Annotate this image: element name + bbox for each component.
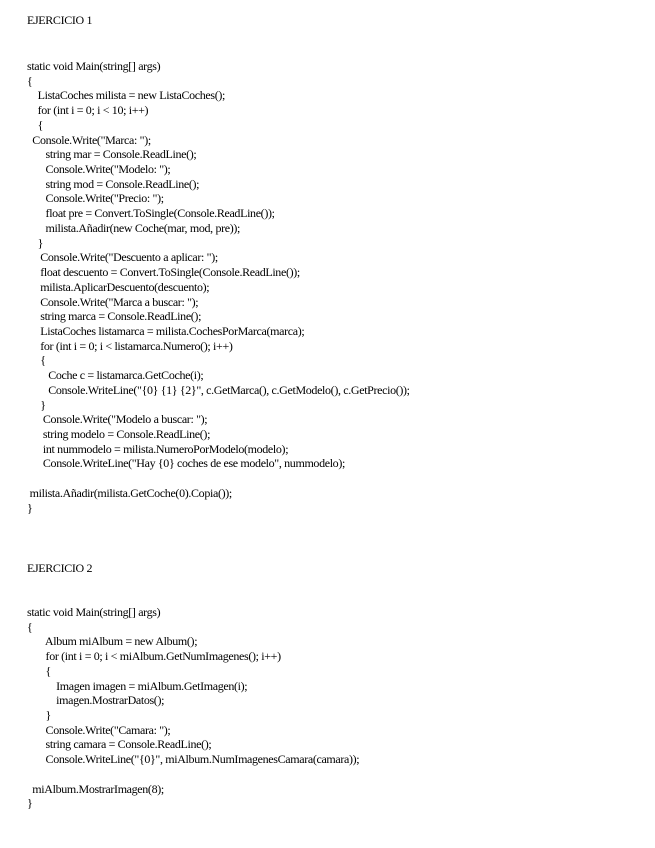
code-line: int nummodelo = milista.NumeroPorModelo(modelo); xyxy=(27,441,289,456)
code-line: Console.Write("Precio: "); xyxy=(27,191,164,206)
code-line: for (int i = 0; i < listamarca.Numero(); i++) xyxy=(27,338,233,353)
code-line: for (int i = 0; i < 10; i++) xyxy=(27,103,149,118)
code-line: imagen.MostrarDatos(); xyxy=(27,693,165,708)
code-line: Coche c = listamarca.GetCoche(i); xyxy=(27,368,204,383)
code-line: miAlbum.MostrarImagen(8); xyxy=(27,781,164,796)
code-line xyxy=(27,471,410,486)
code-line: string modelo = Console.ReadLine(); xyxy=(27,426,211,441)
code-line: Console.WriteLine("Hay {0} coches de ese modelo", nummodelo); xyxy=(27,456,345,471)
code-line: Console.Write("Modelo: "); xyxy=(27,162,171,177)
code-line: Imagen imagen = miAlbum.GetImagen(i); xyxy=(27,678,248,693)
code-line: Console.WriteLine("{0}", miAlbum.NumImagenesCamara(camara)); xyxy=(27,752,360,767)
code-line: static void Main(string[] args) xyxy=(27,59,161,73)
code-line: static void Main(string[] args) xyxy=(27,605,161,619)
code-line: Console.Write("Marca: "); xyxy=(27,132,151,147)
code-line: string camara = Console.ReadLine(); xyxy=(27,737,212,752)
code-line: { xyxy=(27,353,46,368)
code-line: Console.Write("Camara: "); xyxy=(27,722,171,737)
code-line: Console.Write("Marca a buscar: "); xyxy=(27,294,199,309)
code-line: Console.Write("Modelo a buscar: "); xyxy=(27,412,208,427)
code-line: string mar = Console.ReadLine(); xyxy=(27,147,197,162)
code-line: for (int i = 0; i < miAlbum.GetNumImagenes(); i++) xyxy=(27,649,281,664)
code-line: string marca = Console.ReadLine(); xyxy=(27,309,202,324)
exercise-2-code-block xyxy=(27,605,359,811)
code-line: { xyxy=(27,117,44,132)
code-line: milista.Añadir(new Coche(mar, mod, pre)); xyxy=(27,220,240,235)
code-line: float pre = Convert.ToSingle(Console.ReadLine()); xyxy=(27,206,275,221)
exercise-2-heading: EJERCICIO 2 xyxy=(27,561,93,575)
code-line: } xyxy=(27,500,33,515)
code-line: } xyxy=(27,397,46,412)
code-line: float descuento = Convert.ToSingle(Console.ReadLine()); xyxy=(27,265,300,280)
code-line: string mod = Console.ReadLine(); xyxy=(27,176,200,191)
code-line xyxy=(27,767,359,782)
code-line: Album miAlbum = new Album(); xyxy=(27,634,198,649)
code-line: ListaCoches listamarca = milista.CochesPorMarca(marca); xyxy=(27,323,305,338)
code-line: Console.Write("Descuento a aplicar: "); xyxy=(27,250,218,265)
exercise-1-code-block xyxy=(27,59,410,515)
exercise-1-heading: EJERCICIO 1 xyxy=(27,13,93,27)
code-line: } xyxy=(27,708,51,723)
code-line: } xyxy=(27,235,44,250)
code-line: { xyxy=(27,663,51,678)
code-line: { xyxy=(27,73,33,88)
code-line: milista.AplicarDescuento(descuento); xyxy=(27,279,210,294)
code-line: { xyxy=(27,619,33,634)
code-line: Console.WriteLine("{0} {1} {2}", c.GetMarca(), c.GetModelo(), c.GetPrecio()); xyxy=(27,382,410,397)
code-line: milista.Añadir(milista.GetCoche(0).Copia()); xyxy=(27,485,232,500)
code-line: } xyxy=(27,796,33,811)
code-line: ListaCoches milista = new ListaCoches(); xyxy=(27,88,225,103)
